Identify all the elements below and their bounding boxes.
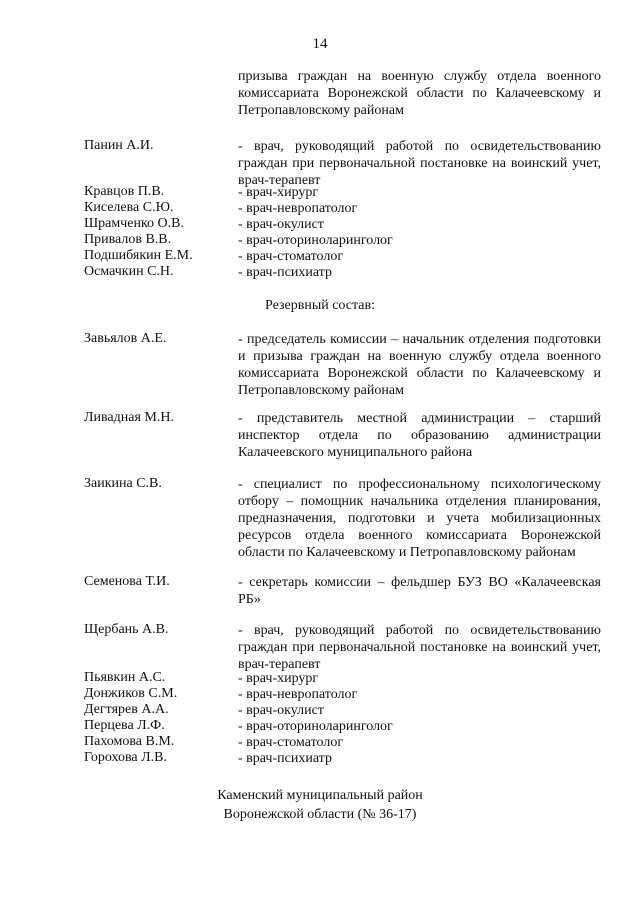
- member-name: Осмачкин С.Н.: [84, 264, 174, 279]
- member-role: - врач-стоматолог: [238, 735, 344, 750]
- reserve-section-title: Резервный состав:: [264, 298, 375, 313]
- member-role: - врач-окулист: [238, 217, 324, 232]
- member-role: - секретарь комиссии – фельдшер БУЗ ВО «Калачеевская РБ»: [238, 575, 601, 607]
- member-name: Семенова Т.И.: [84, 574, 170, 589]
- footer-line-2: Воронежской области (№ 36-17): [223, 807, 417, 822]
- member-name: Подшибякин Е.М.: [84, 248, 193, 263]
- member-name: Ливадная М.Н.: [84, 410, 174, 425]
- page-number: 14: [312, 36, 328, 52]
- member-role: - врач-психиатр: [238, 265, 332, 280]
- member-role: - врач-хирург: [238, 671, 319, 686]
- district-footer: [0, 786, 640, 824]
- member-name: Кравцов П.В.: [84, 184, 165, 199]
- member-name: Дегтярев А.А.: [84, 702, 169, 717]
- member-name: Щербань А.В.: [84, 622, 169, 637]
- member-role: - врач-стоматолог: [238, 249, 344, 264]
- member-role: - врач-невропатолог: [238, 687, 358, 702]
- member-name: Донжиков С.М.: [84, 686, 178, 701]
- member-name: Панин А.И.: [84, 138, 154, 153]
- member-role: - врач-оториноларинголог: [238, 233, 393, 248]
- member-name: Привалов В.В.: [84, 232, 172, 247]
- member-role: - председатель комиссии – начальник отделения подготовки и призыва граждан на военную службу отдела военного комиссариата Воронежской области по Калачеевскому и Петропавловскому районам: [238, 332, 601, 398]
- member-name: Киселева С.Ю.: [84, 200, 174, 215]
- member-role: - врач-хирург: [238, 185, 319, 200]
- member-role: - врач-окулист: [238, 703, 324, 718]
- member-role: - врач-психиатр: [238, 751, 332, 766]
- member-role: - специалист по профессиональному психологическому отбору – помощник начальника отделения планирования, предназначения, подготовки и учета мобилизационных ресурсов отдела военного комиссариата Воронежской области по Калачеевскому и Петропавловскому районам: [238, 477, 601, 560]
- continuation-text: призыва граждан на военную службу отдела военного комиссариата Воронежской области по Калачеевскому и Петропавловскому районам: [238, 69, 601, 118]
- footer-line-1: Каменский муниципальный район: [217, 788, 423, 803]
- member-role: - представитель местной администрации – старший инспектор отдела по образованию администрации Калачеевского муниципального района: [238, 411, 601, 460]
- member-name: Пьявкин А.С.: [84, 670, 166, 685]
- member-name: Пахомова В.М.: [84, 734, 175, 749]
- member-name: Горохова Л.В.: [84, 750, 167, 765]
- member-name: Перцева Л.Ф.: [84, 718, 165, 733]
- member-role: - врач-оториноларинголог: [238, 719, 393, 734]
- member-name: Завьялов А.Е.: [84, 331, 167, 346]
- member-name: Шрамченко О.В.: [84, 216, 184, 231]
- member-role: - врач-невропатолог: [238, 201, 358, 216]
- member-role: - врач, руководящий работой по освидетельствованию граждан при первоначальной постановке на воинский учет, врач-терапевт: [238, 623, 601, 672]
- member-name: Заикина С.В.: [84, 476, 162, 491]
- member-role: - врач, руководящий работой по освидетельствованию граждан при первоначальной постановке на воинский учет, врач-терапевт: [238, 139, 601, 188]
